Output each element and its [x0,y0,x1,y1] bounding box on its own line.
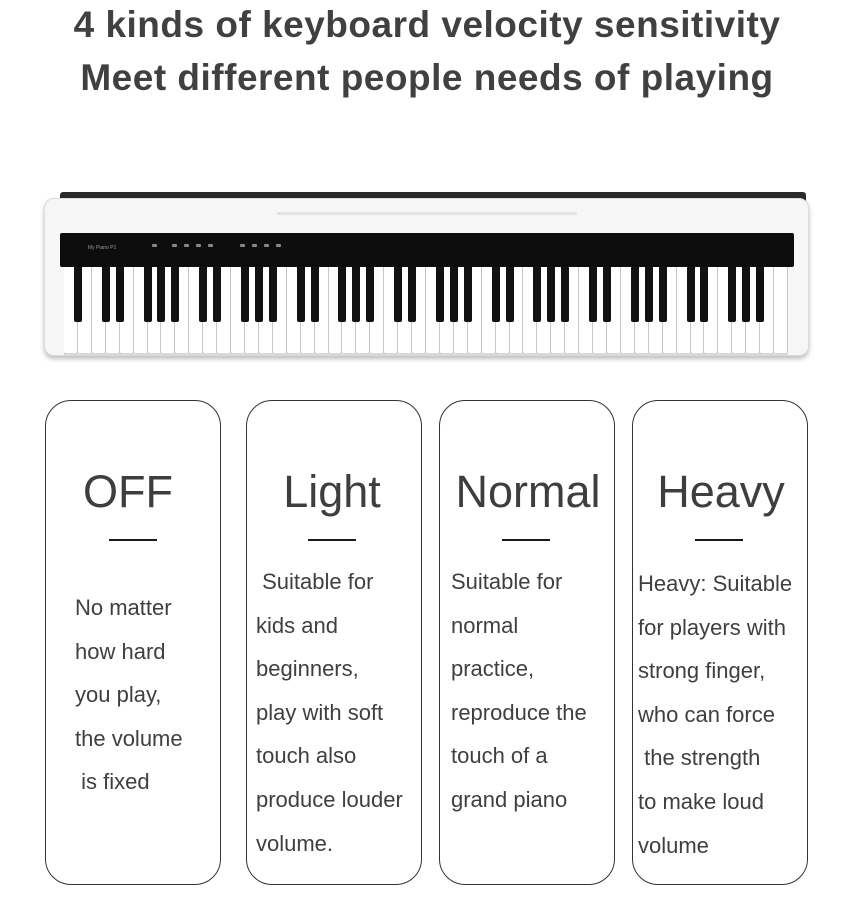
black-key [102,267,110,322]
black-key [589,267,597,322]
black-key [631,267,639,322]
black-key [269,267,277,322]
black-key [450,267,458,322]
black-key [506,267,514,322]
panel-button [172,244,177,247]
black-key [464,267,472,322]
black-key [603,267,611,322]
black-key [408,267,416,322]
white-key [774,267,788,353]
divider-line [308,539,356,541]
black-key [213,267,221,322]
black-key [199,267,207,322]
black-key [144,267,152,322]
divider-line [502,539,550,541]
panel-button [252,244,257,247]
black-key [116,267,124,322]
black-key [659,267,667,322]
panel-button [208,244,213,247]
divider-line [695,539,743,541]
panel-button [196,244,201,247]
black-key [297,267,305,322]
black-key [157,267,165,322]
black-key [492,267,500,322]
card-desc-off: No matter how hard you play, the volume is fixed [75,595,183,795]
card-title-normal: Normal [455,466,601,517]
divider-line [109,539,157,541]
card-desc-normal: Suitable for normal practice, reproduce the touch of a grand piano [451,569,587,812]
panel-button [184,244,189,247]
music-rest-slot [277,212,577,215]
panel-button [276,244,281,247]
black-key [255,267,263,322]
black-key [436,267,444,322]
digital-piano-image [44,198,809,356]
card-desc-light: Suitable for kids and beginners, play with soft touch also produce louder volume. [256,569,403,856]
black-key [74,267,82,322]
piano-keys [64,267,788,355]
panel-button [152,244,157,247]
card-title-light: Light [283,466,381,517]
black-key [742,267,750,322]
black-key [338,267,346,322]
black-key [645,267,653,322]
black-key [241,267,249,322]
black-key [700,267,708,322]
panel-button [264,244,269,247]
black-key [533,267,541,322]
black-key [687,267,695,322]
black-key [171,267,179,322]
panel-button [240,244,245,247]
black-key [756,267,764,322]
black-key [311,267,319,322]
panel-label: My Piano P1 [88,245,117,251]
control-panel [60,233,794,267]
black-key [547,267,555,322]
black-key [366,267,374,322]
headline-line-1: 4 kinds of keyboard velocity sensitivity [73,4,781,45]
black-key [352,267,360,322]
card-title-off: OFF [83,466,173,517]
headline-line-2: Meet different people needs of playing [80,57,774,98]
black-key [728,267,736,322]
black-key [561,267,569,322]
card-title-heavy: Heavy [657,466,785,517]
card-desc-heavy: Heavy: Suitable for players with strong finger, who can force the strength to make loud volume [638,571,793,858]
black-key [394,267,402,322]
